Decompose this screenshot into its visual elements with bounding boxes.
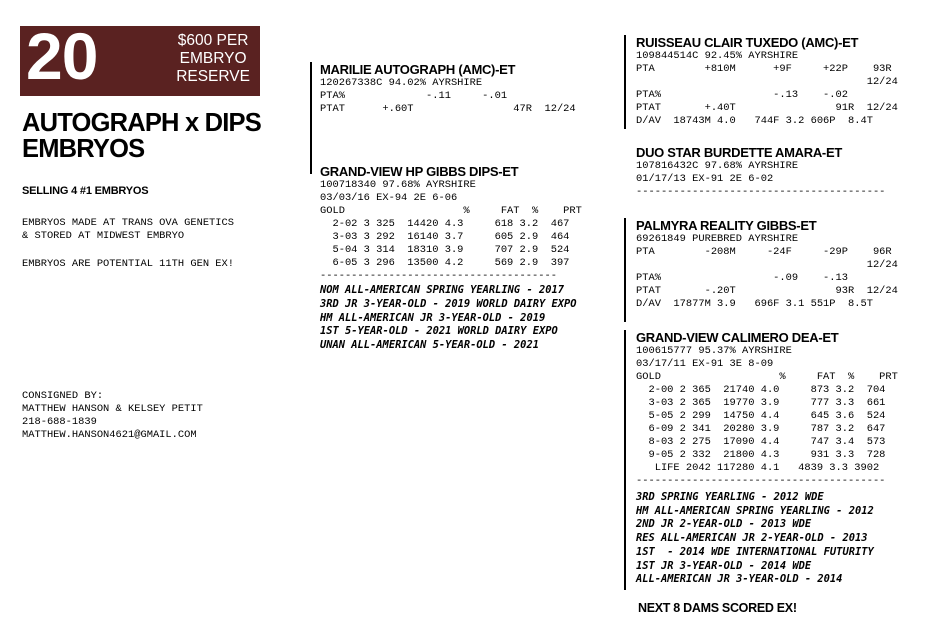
dam-honor: 1ST 5-YEAR-OLD - 2021 WORLD DAIRY EXPO — [320, 325, 558, 338]
dam-honor: HM ALL-AMERICAN JR 3-YEAR-OLD - 2019 — [320, 311, 546, 324]
dam-record-header: GOLD % FAT % PRT — [320, 205, 582, 217]
granddam-lifetime-row: LIFE 2042 117280 4.1 4839 3.3 3902 — [636, 462, 880, 474]
sire-sire-line: PTAT +.40T 91R 12/24 — [636, 102, 898, 114]
consignor-names: MATTHEW HANSON & KELSEY PETIT — [22, 403, 203, 415]
sire-dam-line: PTAT -.20T 93R 12/24 — [636, 285, 898, 297]
dam-honor: 3RD JR 3-YEAR-OLD - 2019 WORLD DAIRY EXPO — [320, 297, 577, 310]
sire-line: PTA% -.11 -.01 — [320, 90, 508, 102]
consignor-label: CONSIGNED BY: — [22, 390, 104, 402]
sire-dam-line: 12/24 — [636, 259, 898, 271]
price-line-3: RESERVE — [176, 68, 250, 85]
granddam-honor: 1ST JR 3-YEAR-OLD - 2014 WDE — [636, 559, 812, 572]
dam-record-row: 2-02 3 325 14420 4.3 618 3.2 467 — [320, 218, 570, 230]
lot-number: 20 — [26, 19, 98, 93]
sire-dam-line: D/AV 17877M 3.9 696F 3.1 551P 8.5T — [636, 298, 873, 310]
dam-honors — [320, 284, 576, 353]
granddam-record-row: 5-05 2 299 14750 4.4 645 3.6 524 — [636, 410, 886, 422]
embryo-potential-note: EMBRYOS ARE POTENTIAL 11TH GEN EX! — [22, 258, 235, 270]
dam-name: GRAND-VIEW HP GIBBS DIPS-ET — [320, 164, 519, 179]
title-line-1: AUTOGRAPH x DIPS — [22, 109, 261, 137]
granddam-honor: 2ND JR 2-YEAR-OLD - 2013 WDE — [636, 518, 812, 531]
sire-block — [320, 62, 576, 116]
title-line-2: EMBRYOS — [22, 135, 145, 163]
dam-line: 100718340 97.68% AYRSHIRE — [320, 179, 476, 191]
granddam-record-row: 2-00 2 365 21740 4.0 873 3.2 704 — [636, 384, 886, 396]
granddam-honor: HM ALL-AMERICAN SPRING YEARLING - 2012 — [636, 504, 874, 517]
price-line-2: EMBRYO — [179, 50, 247, 67]
dam-line: 03/03/16 EX-94 2E 6-06 — [320, 192, 458, 204]
sire-sire-block — [636, 35, 898, 128]
dam-dam-line: 107816432C 97.68% AYRSHIRE — [636, 160, 799, 172]
dam-honor: UNAN ALL-AMERICAN 5-YEAR-OLD - 2021 — [320, 339, 539, 352]
pedigree-bracket-sire-dam — [624, 218, 626, 322]
dam-dam-block — [636, 145, 885, 199]
pedigree-bracket-sire-sire — [624, 35, 626, 129]
granddam-name: GRAND-VIEW CALIMERO DEA-ET — [636, 330, 839, 345]
sire-dam-line: 69261849 PUREBRED AYRSHIRE — [636, 233, 799, 245]
sire-sire-line: PTA +810M +9F +22P 93R — [636, 63, 892, 75]
granddam-record-header: GOLD % FAT % PRT — [636, 371, 898, 383]
lot-price — [176, 32, 250, 86]
sire-dam-line: PTA% -.09 -.13 — [636, 272, 849, 284]
sire-dam-block — [636, 218, 898, 311]
granddam-record-row: 3-03 2 365 19770 3.9 777 3.3 661 — [636, 397, 886, 409]
granddam-record-row: 9-05 2 332 21800 4.3 931 3.3 728 — [636, 449, 886, 461]
granddam-record-row: 8-03 2 275 17090 4.4 747 3.4 573 — [636, 436, 886, 448]
consignor-block — [22, 390, 203, 442]
sire-sire-line: 109844514C 92.45% AYRSHIRE — [636, 50, 799, 62]
granddam-honors — [636, 491, 874, 587]
sire-dam-line: PTA -208M -24F -29P 96R — [636, 246, 892, 258]
sire-sire-name: RUISSEAU CLAIR TUXEDO (AMC)-ET — [636, 35, 859, 50]
granddam-block — [636, 330, 898, 488]
note-line-1: EMBRYOS MADE AT TRANS OVA GENETICS — [22, 217, 235, 229]
sire-name: MARILIE AUTOGRAPH (AMC)-ET — [320, 62, 516, 77]
pedigree-bracket-granddam — [624, 330, 626, 590]
consignor-phone: 218-688-1839 — [22, 416, 97, 428]
dam-divider: -------------------------------------- — [320, 270, 557, 282]
selling-note: SELLING 4 #1 EMBRYOS — [22, 185, 149, 197]
granddam-line: 03/17/11 EX-91 3E 8-09 — [636, 358, 774, 370]
granddam-honor: RES ALL-AMERICAN JR 2-YEAR-OLD - 2013 — [636, 532, 868, 545]
granddam-line: 100615777 95.37% AYRSHIRE — [636, 345, 792, 357]
dam-record-row: 6-05 3 296 13500 4.2 569 2.9 397 — [320, 257, 570, 269]
granddam-honor: 1ST - 2014 WDE INTERNATIONAL FUTURITY — [636, 545, 874, 558]
lot-badge — [20, 19, 260, 96]
dam-block — [320, 164, 582, 283]
granddam-record-row: 6-09 2 341 20280 3.9 787 3.2 647 — [636, 423, 886, 435]
dam-dam-line: 01/17/13 EX-91 2E 6-02 — [636, 173, 774, 185]
sire-dam-name: PALMYRA REALITY GIBBS-ET — [636, 218, 817, 233]
embryo-origin-note — [22, 217, 234, 243]
lot-title — [22, 110, 261, 162]
dam-dam-divider: ---------------------------------------- — [636, 186, 886, 198]
footer-note: NEXT 8 DAMS SCORED EX! — [638, 601, 797, 615]
sire-sire-line: D/AV 18743M 4.0 744F 3.2 606P 8.4T — [636, 115, 873, 127]
note-line-2: & STORED AT MIDWEST EMBRYO — [22, 230, 185, 242]
granddam-divider: ---------------------------------------- — [636, 475, 886, 487]
sire-sire-line: PTA% -.13 -.02 — [636, 89, 849, 101]
granddam-honor: ALL-AMERICAN JR 3-YEAR-OLD - 2014 — [636, 573, 843, 586]
dam-record-row: 3-03 3 292 16140 3.7 605 2.9 464 — [320, 231, 570, 243]
dam-honor: NOM ALL-AMERICAN SPRING YEARLING - 2017 — [320, 284, 564, 296]
dam-dam-name: DUO STAR BURDETTE AMARA-ET — [636, 145, 842, 160]
consignor-email: MATTHEW.HANSON4621@GMAIL.COM — [22, 429, 197, 441]
granddam-honor: 3RD SPRING YEARLING - 2012 WDE — [636, 491, 824, 503]
dam-record-row: 5-04 3 314 18310 3.9 707 2.9 524 — [320, 244, 570, 256]
sire-line: PTAT +.60T 47R 12/24 — [320, 103, 576, 115]
pedigree-bracket-sire — [310, 62, 312, 174]
price-line-1: $600 PER — [177, 32, 249, 49]
sire-sire-line: 12/24 — [636, 76, 898, 88]
sire-line: 120267338C 94.02% AYRSHIRE — [320, 77, 483, 89]
